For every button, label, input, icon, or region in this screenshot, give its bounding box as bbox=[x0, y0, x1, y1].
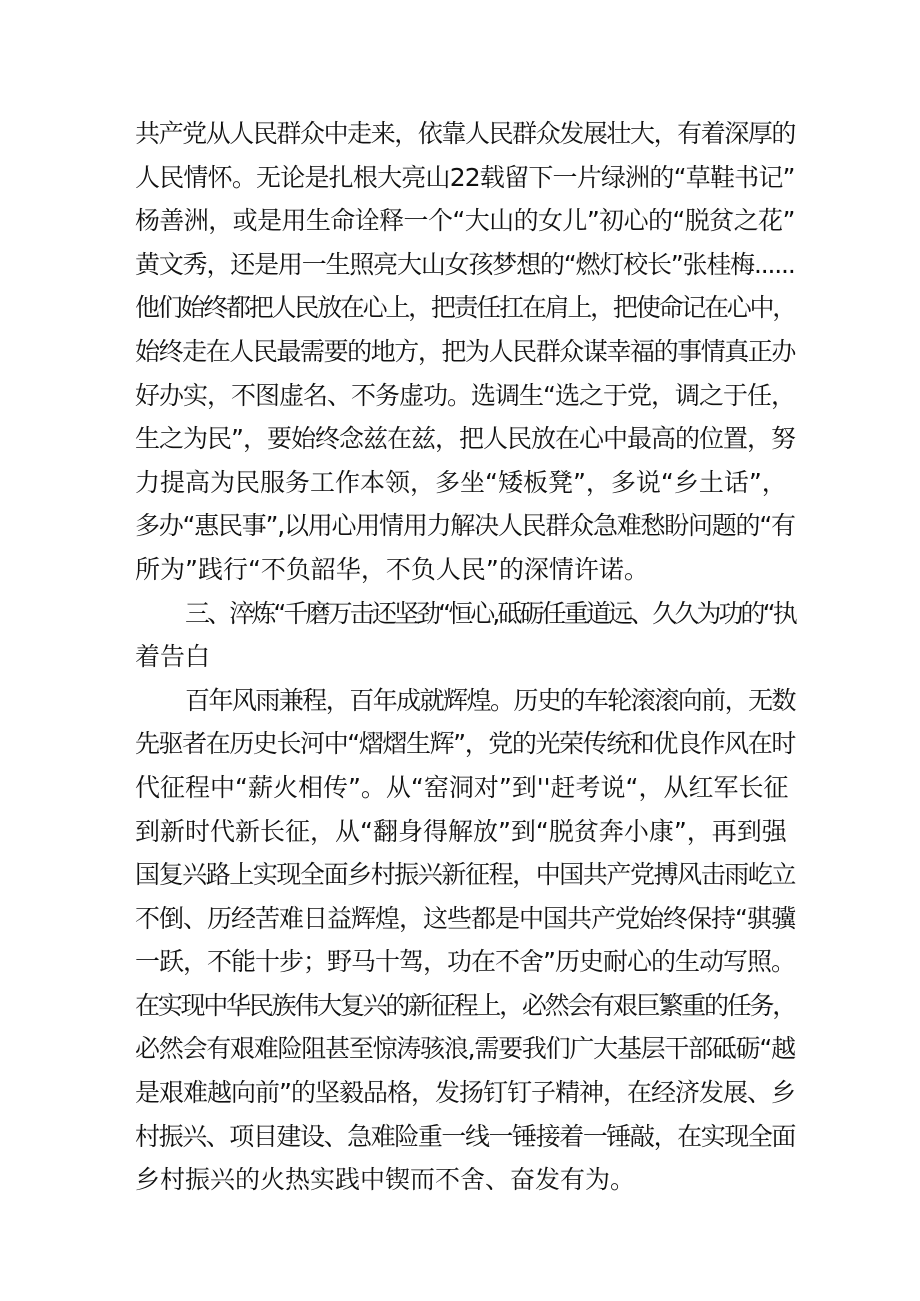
text-line: 三、淬炼“千磨万击还坚劲“恒心,砥砺任重道远、久久为功的“执 bbox=[185, 598, 795, 628]
text-line: 必然会有艰难险阻甚至惊涛骇浪,需要我们广大基层干部砥砺“越 bbox=[135, 1034, 795, 1064]
text-line: 在实现中华民族伟大复兴的新征程上，必然会有艰巨繁重的任务， bbox=[135, 990, 796, 1020]
text-line: 力提高为民服务工作本领，多坐“矮板凳”，多说“乡土话”， bbox=[135, 467, 787, 497]
text-line: 着告白 bbox=[135, 642, 211, 672]
text-line: 一跃，不能十步；野马十驾，功在不舍”历史耐心的生动写照。 bbox=[135, 947, 795, 977]
text-line: 到新时代新长征，从“翻身得解放”到“脱贫奔小康”，再到强 bbox=[135, 816, 787, 846]
text-line: 生之为民”，要始终念兹在兹，把人民放在心中最高的位置，努 bbox=[135, 424, 795, 454]
text-line: 黄文秀，还是用一生照亮大山女孩梦想的“燃灯校长”张桂梅...... bbox=[135, 249, 795, 279]
text-line: 不倒、历经苦难日益辉煌，这些都是中国共产党始终保持“骐骥 bbox=[135, 903, 795, 933]
text-line: 乡村振兴的火热实践中锲而不舍、奋发有为。 bbox=[135, 1165, 636, 1195]
body-text bbox=[135, 112, 795, 1202]
text-line: 国复兴路上实现全面乡村振兴新征程，中国共产党搏风击雨屹立 bbox=[135, 860, 796, 890]
text-line: 百年风雨兼程，百年成就辉煌。历史的车轮滚滚向前，无数 bbox=[185, 685, 796, 715]
text-line: 代征程中“薪火相传”。从“窑洞对”到''赶考说“，从红军长征 bbox=[135, 772, 789, 802]
text-line: 始终走在人民最需要的地方，把为人民群众谋幸福的事情真正办 bbox=[135, 336, 796, 366]
text-line: 所为”践行“不负韶华，不负人民”的深情许诺。 bbox=[135, 554, 649, 584]
text-line: 杨善洲，或是用生命诠释一个“大山的女儿”初心的“脱贫之花” bbox=[135, 206, 795, 236]
text-line: 共产党从人民群众中走来，依靠人民群众发展壮大，有着深厚的 bbox=[135, 119, 796, 148]
text-line: 多办“惠民事”,以用心用情用力解决人民群众急难愁盼问题的“有 bbox=[135, 511, 795, 541]
text-line: 好办实，不图虚名、不务虚功。选调生“选之于党，调之于任， bbox=[135, 380, 795, 410]
text-line: 人民情怀。无论是扎根大亮山22载留下一片绿洲的“草鞋书记” bbox=[135, 162, 795, 192]
text-line: 先驱者在历史长河中“熠熠生辉”，党的光荣传统和优良作风在时 bbox=[135, 729, 795, 759]
text-line: 村振兴、项目建设、急难险重一线一锤接着一锤敲，在实现全面 bbox=[135, 1121, 796, 1151]
text-line: 是艰难越向前”的坚毅品格，发扬钉钉子精神，在经济发展、乡 bbox=[135, 1078, 795, 1108]
text-line: 他们始终都把人民放在心上，把责任扛在肩上，把使命记在心中， bbox=[135, 293, 796, 323]
